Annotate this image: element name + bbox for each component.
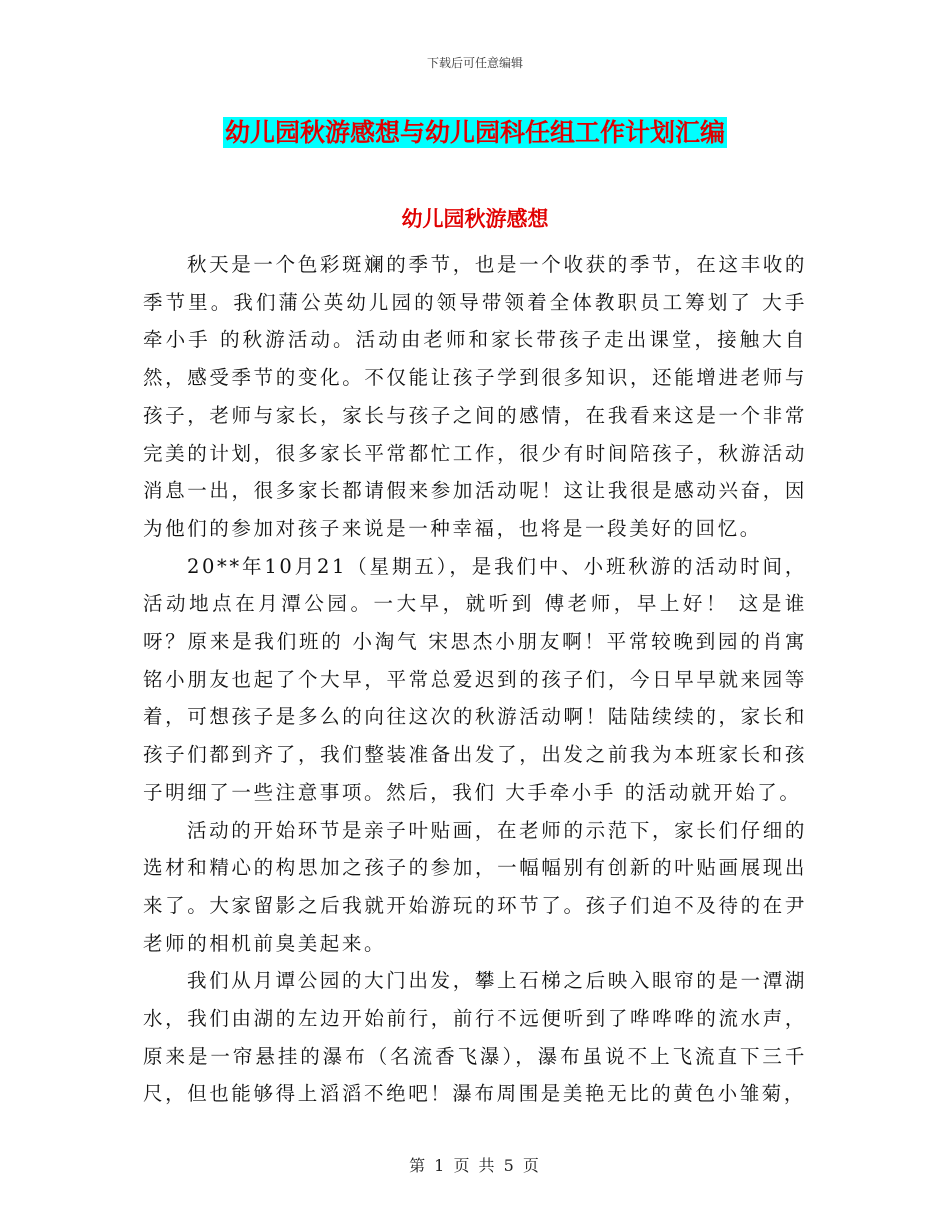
document-title (0, 113, 950, 149)
document-title-text: 幼儿园秋游感想与幼儿园科任组工作计划汇编 (224, 118, 725, 147)
paragraph: 我们从月谭公园的大门出发，攀上石梯之后映入眼帘的是一潭湖水，我们由湖的左边开始前行，前行不远便听到了哗哗哗的流水声，原来是一帘悬挂的瀑布（名流香飞瀑），瀑布虽说不上飞流直下三千尺，但也能够得上滔滔不绝吧！瀑布周围是美艳无比的黄色小雏菊， (143, 969, 807, 1106)
header-note: 下载后可任意编辑 (426, 56, 523, 70)
document-body (143, 246, 807, 1113)
paragraph: 秋天是一个色彩斑斓的季节，也是一个收获的季节，在这丰收的季节里。我们蒲公英幼儿园的领导带领着全体教职员工筹划了 大手牵小手 的秋游活动。活动由老师和家长带孩子走出课堂，接触大自然，感受季节的变化。不仅能让孩子学到很多知识，还能增进老师与孩子，老师与家长，家长与孩子之间的感情，在我看来这是一个非常完美的计划，很多家长平常都忙工作，很少有时间陪孩子，秋游活动消息一出，很多家长都请假来参加活动呢！这让我很是感动兴奋，因为他们的参加对孩子来说是一种幸福，也将是一段美好的回忆。 (143, 253, 807, 540)
paragraph: 活动的开始环节是亲子叶贴画，在老师的示范下，家长们仔细的选材和精心的构思加之孩子的参加，一幅幅别有创新的叶贴画展现出来了。大家留影之后我就开始游玩的环节了。孩子们迫不及待的在尹老师的相机前臭美起来。 (143, 818, 807, 955)
paragraph: 20**年10月21（星期五），是我们中、小班秋游的活动时间，活动地点在月潭公园。一大早，就听到 傅老师，早上好！ 这是谁呀？原来是我们班的 小淘气 宋思杰小朋友啊！平常较晚到园的肖寓铭小朋友也起了个大早，平常总爱迟到的孩子们，今日早早就来园等着，可想孩子是多么的向往这次的秋游活动啊！陆陆续续的，家长和孩子们都到齐了，我们整装准备出发了，出发之前我为本班家长和孩子明细了一些注意事项。然后，我们 大手牵小手 的活动就开始了。 (143, 554, 807, 804)
page-number: 第 1 页 共 5 页 (409, 1156, 541, 1175)
section-title: 幼儿园秋游感想 (401, 207, 549, 231)
